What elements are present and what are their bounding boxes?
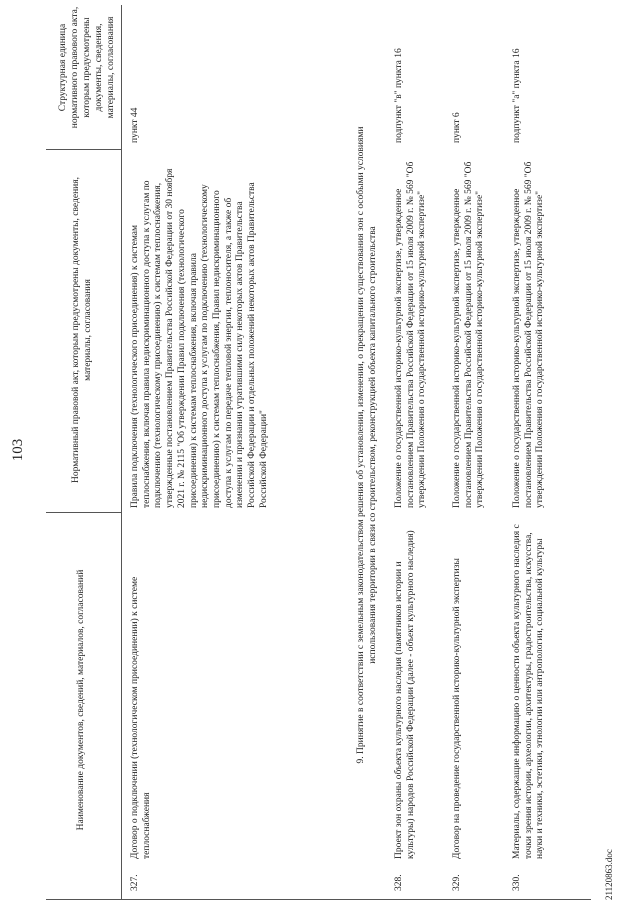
column-divider-2 <box>46 149 121 150</box>
row-329-act: Положение о государственной историко-культурной экспертизе, утвержденное постановлением Правительства Российской Федерации от 15 июля 2009 г. № 569 "Об утверждении Положения о государственной историко-культурной экспертизе" <box>452 161 486 508</box>
table-left-border <box>46 899 591 900</box>
row-330-unit: подпункт "а" пункта 16 <box>512 48 522 143</box>
row-327-unit: пункт 44 <box>130 107 140 143</box>
row-329-unit: пункт 6 <box>452 112 462 143</box>
page-number: 103 <box>10 438 26 462</box>
row-328-unit: подпункт "в" пункта 16 <box>394 48 404 143</box>
header-unit-column: Структурная единица нормативного правового акта, которым предусмотрены документы, сведения, материалы, согласования <box>58 6 116 129</box>
row-number-329: 329. <box>452 874 462 891</box>
column-divider-1 <box>46 512 121 513</box>
row-328-act: Положение о государственной историко-культурной экспертизе, утвержденное постановлением Правительства Российской Федерации от 15 июля 2009 г. № 569 "Об утверждении Положения о государственной историко-культурной экспертизе" <box>394 161 428 508</box>
row-327-name: Договор о подключении (технологическом присоединении) к системе теплоснабжения <box>130 576 152 859</box>
row-number-327: 327. <box>130 874 140 891</box>
row-330-act: Положение о государственной историко-культурной экспертизе, утвержденное постановлением Правительства Российской Федерации от 15 июля 2009 г. № 569 "Об утверждении Положения о государственной историко-культурной экспертизе" <box>512 161 546 508</box>
row-328-name: Проект зон охраны объекта культурного наследия (памятников истории и культуры) народов Российской Федерации (далее - объект культурного наследия) <box>394 530 416 859</box>
header-act-column: Нормативный правовой акт, которым предусмотрены документы, сведения, материалы, согласования <box>71 177 93 484</box>
row-329-name: Договор на проведение государственной историко-культурной экспертизы <box>452 558 462 859</box>
header-name-column: Наименование документов, сведений, материалов, согласований <box>76 569 86 831</box>
row-number-330: 330. <box>512 874 522 891</box>
row-330-name: Материалы, содержащие информацию о ценности объекта культурного наследия с точки зрения истории, археологии, архитектуры, градостроительства, искусства, науки и техники, эстетики, этнологии или антропологии, социальной культуры <box>512 524 546 859</box>
section-9-heading: 9. Принятие в соответствии с земельным законодательством решения об установлении, изменении, о прекращении существования зон с особыми условиями использования территории в связи со строительством, реконструкцией объекта капитального строительства <box>356 126 378 764</box>
row-number-328: 328. <box>394 874 404 891</box>
row-327-act: Правила подключения (технологического присоединения) к системам теплоснабжения, включая правила недискриминационного доступа к услугам по подключению (технологическому присоединению) к системам теплоснабжения, утвержденные постановлением Правительства Российской Федерации от 30 ноября 2021 г. № 2115 "Об утверждении Правил подключения (технологического присоединения) к системам теплоснабжения, включая правила недискриминационного доступа к услугам по подключению (технологическому присоединению) к системам теплоснабжения, Правил недискриминационного доступа к услугам по передаче тепловой энергии, теплоносителя, а также об изменении и признании утратившими силу некоторых актов Правительства Российской Федерации и отдельных положений некоторых актов Правительства Российской Федерации" <box>130 168 269 508</box>
header-bottom-border <box>121 5 122 900</box>
file-name-footer: 21120863.doc <box>604 849 614 900</box>
